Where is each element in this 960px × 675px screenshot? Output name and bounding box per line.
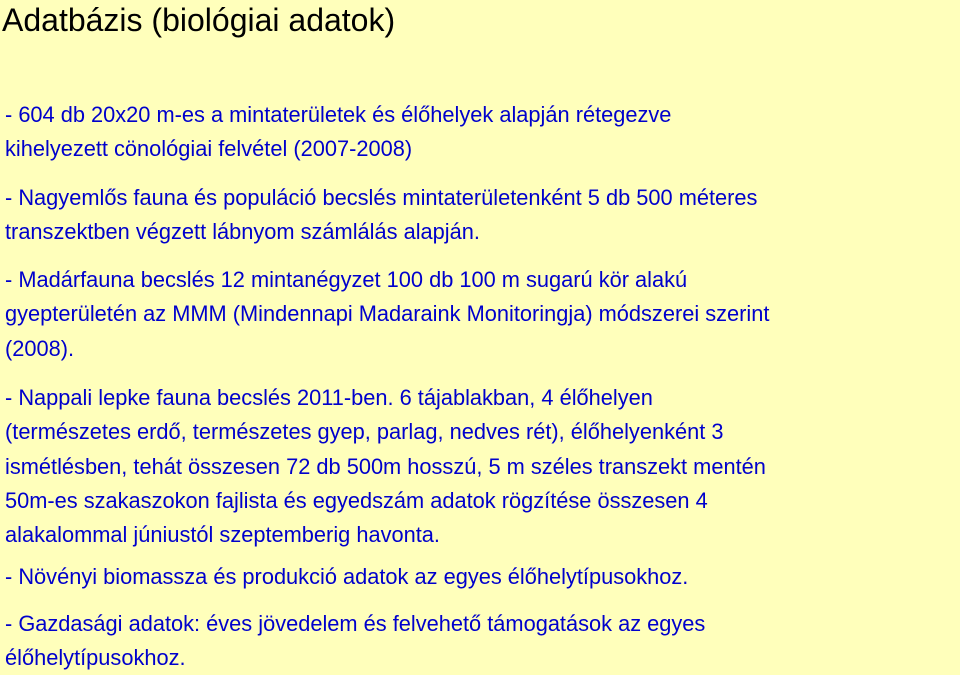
bullet-line: - Nappali lepke fauna becslés 2011-ben. 6 tájablakban, 4 élőhelyen <box>5 385 653 410</box>
bullet-line: - Nagyemlős fauna és populáció becslés mintaterületenként 5 db 500 méteres <box>5 185 758 210</box>
bullet-line: élőhelytípusokhoz. <box>5 645 186 671</box>
bullet-economic-data <box>5 607 960 675</box>
bullet-line: - Madárfauna becslés 12 mintanégyzet 100 db 100 m sugarú kör alakú <box>5 267 688 292</box>
bullet-line: alakalommal júniustól szeptemberig havonta. <box>5 522 440 548</box>
bullet-line: (2008). <box>5 335 75 361</box>
bullet-bird-fauna <box>5 263 960 366</box>
bullet-line: transzektben végzett lábnyom számlálás alapján. <box>5 219 480 245</box>
bullet-mammal-fauna <box>5 181 960 250</box>
bullet-line: - Növényi biomassza és produkció adatok az egyes élőhelytípusokhoz. <box>5 564 689 589</box>
bullet-cenological-survey <box>5 98 960 167</box>
slide-title: Adatbázis (biológiai adatok) <box>2 2 396 38</box>
bullet-line: (természetes erdő, természetes gyep, parlag, nedves rét), élőhelyenként 3 <box>5 419 724 445</box>
bullet-line: - 604 db 20x20 m-es a mintaterületek és élőhelyek alapján rétegezve <box>5 102 672 127</box>
bullet-butterfly-fauna <box>5 381 960 552</box>
bullet-plant-biomass <box>5 560 960 594</box>
bullet-line: - Gazdasági adatok: éves jövedelem és felvehető támogatások az egyes <box>5 611 706 636</box>
bullet-line: kihelyezett cönológiai felvétel (2007-2008) <box>5 136 413 162</box>
bullet-line: ismétlésben, tehát összesen 72 db 500m hosszú, 5 m széles transzekt mentén <box>5 453 766 479</box>
bullet-line: gyepterületén az MMM (Mindennapi Madaraink Monitoringja) módszerei szerint <box>5 301 770 327</box>
bullet-line: 50m-es szakaszokon fajlista és egyedszám adatok rögzítése összesen 4 <box>5 487 708 513</box>
